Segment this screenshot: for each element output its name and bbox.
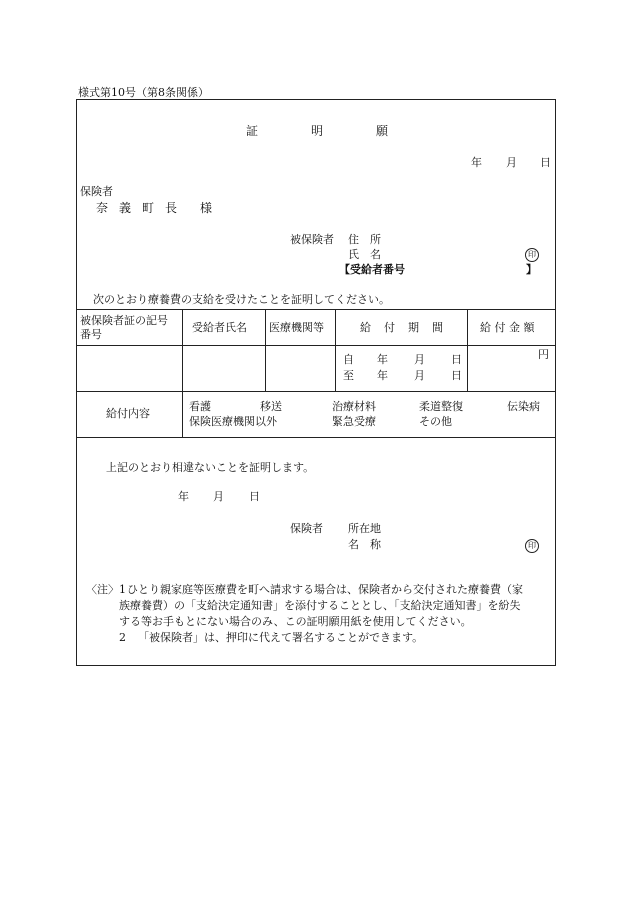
date-month-top: 月 [506,156,517,169]
insurer-location-label: 所在地 [348,522,381,535]
recipient-number-close: 】 [526,263,537,276]
note1-line1: ひとり親家庭等医療費を町へ請求する場合は、保険者から交付された療養費（家 [127,583,523,596]
table-bottom-line [76,437,556,438]
benefit-non-insurance: 保険医療機関以外 [189,415,277,428]
benefit-nursing: 看護 [189,400,211,413]
benefit-content-label: 給付内容 [106,407,150,420]
table-col-line-2 [265,309,266,391]
header-card-number-line1: 被保険者証の記号 [80,314,168,327]
table-col-line-4 [467,309,468,391]
table-data-line [76,391,556,392]
insurer-sign-label: 保険者 [290,522,323,535]
header-card-number-line2: 番号 [80,328,102,341]
header-amount: 給 付 金 額 [480,321,535,334]
period-from-label: 自 [343,353,354,366]
header-period-char-3: 期 [408,321,419,334]
certificate-frame [76,99,556,666]
period-to-year: 年 [377,369,388,382]
date-year-top: 年 [471,156,482,169]
note1-line3: する等お手もとにない場合のみ、この証明願用紙を使用してください。 [119,615,472,628]
recipient-number-open: 【受給者番号 [339,263,405,276]
header-period-char-4: 間 [432,321,443,334]
benefit-transport: 移送 [260,400,282,413]
insured-label: 被保険者 [290,233,334,246]
note2-number: 2 [119,631,126,644]
header-period-char-2: 付 [384,321,395,334]
town-char-2: 義 [119,201,132,215]
table-col-line-3 [335,309,336,391]
note2-text: 「被保険者」は、押印に代えて署名することができます。 [138,631,424,644]
town-char-3: 町 [142,201,155,215]
request-text: 次のとおり療養費の支給を受けたことを証明してください。 [93,293,390,306]
benefit-infectious: 伝染病 [507,400,540,413]
period-from-month: 月 [414,353,425,366]
period-to-label: 至 [343,369,354,382]
insured-seal-icon: 印 [525,248,539,262]
benefit-col-line [182,391,183,437]
benefit-emergency: 緊急受療 [332,415,376,428]
date-day-top: 日 [540,156,551,169]
amount-yen-unit: 円 [538,348,549,361]
period-from-day: 日 [451,353,462,366]
insurer-seal-icon: 印 [525,539,539,553]
addressee-insurer-label: 保険者 [80,185,113,198]
period-to-month: 月 [414,369,425,382]
honorific: 様 [200,201,213,215]
town-char-4: 長 [165,201,178,215]
date-year-bottom: 年 [178,490,189,503]
benefit-other: その他 [419,415,452,428]
table-col-line-1 [182,309,183,391]
note-label: 〈注〉1 [86,583,126,596]
header-institution: 医療機関等 [269,321,324,334]
period-from-year: 年 [377,353,388,366]
insurer-name-label: 名 称 [348,538,381,551]
benefit-judo: 柔道整復 [419,400,463,413]
title-char-1: 証 [246,124,259,138]
header-recipient-name: 受給者氏名 [192,321,247,334]
table-top-line [76,309,556,310]
insured-name-label: 氏 名 [348,248,381,261]
benefit-materials: 治療材料 [332,400,376,413]
table-header-line [76,345,556,346]
insured-address-label: 住 所 [348,233,381,246]
period-to-day: 日 [451,369,462,382]
header-period-char-1: 給 [360,321,371,334]
date-day-bottom: 日 [249,490,260,503]
title-char-3: 願 [376,124,389,138]
form-number-label: 様式第10号（第8条関係） [78,86,209,99]
date-month-bottom: 月 [213,490,224,503]
title-char-2: 明 [311,124,324,138]
note1-line2: 族療養費）の「支給決定通知書」を添付することとし、「支給決定通知書」を紛失 [119,599,521,612]
certify-text: 上記のとおり相違ないことを証明します。 [106,461,315,474]
town-char-1: 奈 [96,201,109,215]
